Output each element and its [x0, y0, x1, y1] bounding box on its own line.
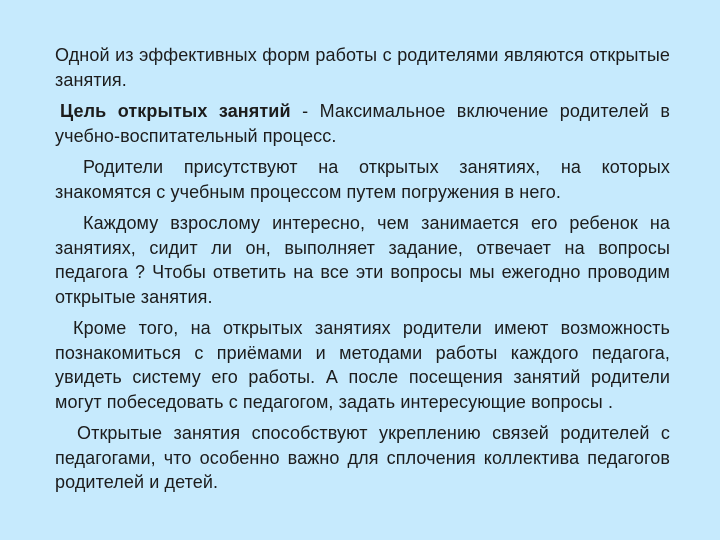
paragraph-conclusion-text: Открытые занятия способствуют укреплению связей родителей с педагогами, что особенно важно для сплочения коллектива педагогов родителей и детей.: [55, 423, 670, 492]
paragraph-goal: [55, 99, 670, 148]
paragraph-intro-text: Одной из эффективных форм работы с родителями являются открытые занятия.: [55, 45, 670, 90]
paragraph-opportunity: [55, 316, 670, 414]
paragraph-intro: [55, 43, 670, 92]
goal-heading: Цель открытых занятий: [60, 101, 291, 121]
goal-text: - Максимальное включение родителей в учебно-воспитательный процесс.: [55, 101, 670, 146]
paragraph-conclusion: [55, 421, 670, 495]
paragraph-opportunity-text: Кроме того, на открытых занятиях родители имеют возможность познакомиться с приёмами и методами работы каждого педагога, увидеть систему его работы. А после посещения занятий родители могут побеседовать с педагогом, задать интересующие вопросы .: [55, 318, 670, 412]
paragraph-attendance: [55, 155, 670, 204]
paragraph-interest-text: Каждому взрослому интересно, чем занимается его ребенок на занятиях, сидит ли он, выполняет задание, отвечает на вопросы педагога ? Чтобы ответить на все эти вопросы мы ежегодно проводим открытые занятия.: [55, 213, 670, 307]
paragraph-attendance-text: Родители присутствуют на открытых занятиях, на которых знакомятся с учебным процессом путем погружения в него.: [55, 157, 670, 202]
paragraph-interest: [55, 211, 670, 309]
slide-text-block: [55, 43, 670, 502]
